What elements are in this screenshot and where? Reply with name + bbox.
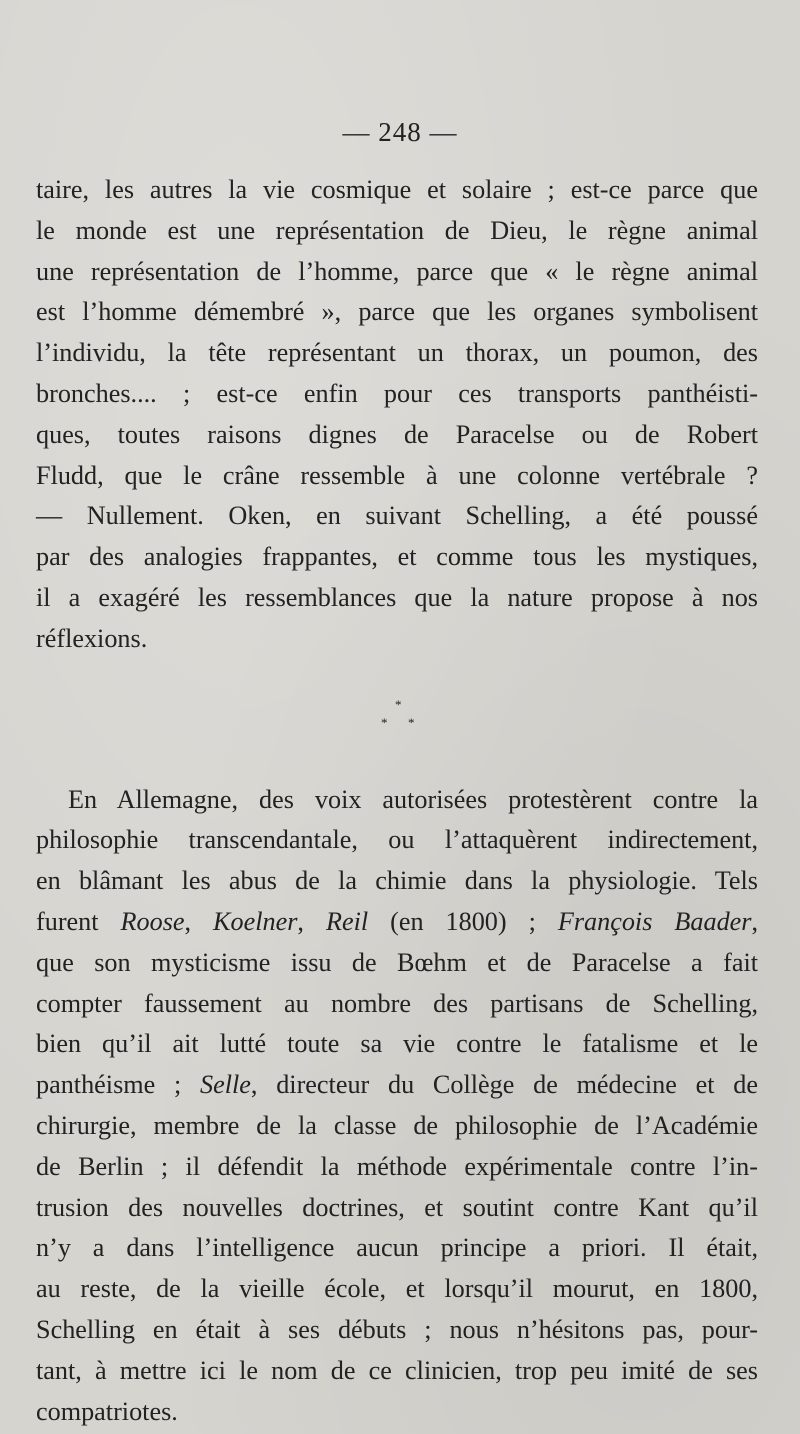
text-line: tant, à mettre ici le nom de ce clinicien, trop peu imité de ses: [36, 1355, 758, 1385]
text-line: chirurgie, membre de la classe de philosophie de l’Académie: [36, 1110, 758, 1140]
name-francois-baader: François Baader: [557, 906, 752, 936]
text-line: trusion des nouvelles doctrines, et soutint contre Kant qu’il: [36, 1192, 758, 1222]
paragraph-oken: [36, 170, 758, 660]
text-line: Fludd, que le crâne ressemble à une colonne vertébrale ?: [36, 460, 758, 490]
text-line: il a exagéré les ressemblances que la nature propose à nos: [36, 582, 758, 612]
text-line: compatriotes.: [36, 1396, 178, 1426]
text-line: philosophie transcendantale, ou l’attaquèrent indirectement,: [36, 825, 758, 855]
text-line: que son mysticisme issu de Bœhm et de Paracelse a fait: [36, 947, 758, 977]
text-line: furent Roose, Koelner, Reil (en 1800) ; François Baader,: [36, 906, 759, 936]
text-line: au reste, de la vieille école, et lorsqu’il mourut, en 1800,: [36, 1274, 758, 1304]
text-line: par des analogies frappantes, et comme tous les mystiques,: [36, 542, 758, 572]
paragraph-allemagne: [36, 780, 758, 1433]
text-line: ques, toutes raisons dignes de Paracelse ou de Robert: [36, 419, 758, 449]
page-number: — 248 —: [342, 117, 458, 147]
text-line: réflexions.: [36, 623, 148, 653]
name-koelner: Koelner: [213, 906, 298, 936]
text-line: panthéisme ; Selle, directeur du Collège de médecine et de: [36, 1070, 758, 1100]
separator-star: *: [408, 714, 415, 730]
name-reil: Reil: [325, 906, 369, 936]
text-line: en blâmant les abus de la chimie dans la physiologie. Tels: [36, 866, 758, 896]
text-line: le monde est une représentation de Dieu, le règne animal: [36, 215, 758, 245]
text-line: — Nullement. Oken, en suivant Schelling, a été poussé: [36, 501, 758, 531]
text-line: est l’homme démembré », parce que les organes symbolisent: [36, 297, 758, 327]
text-line: l’individu, la tête représentant un thorax, un poumon, des: [36, 338, 758, 368]
text-line: bien qu’il ait lutté toute sa vie contre le fatalisme et le: [36, 1029, 758, 1059]
text-line: bronches.... ; est-ce enfin pour ces transports panthéisti-: [36, 378, 758, 408]
name-selle: Selle: [200, 1070, 251, 1100]
text-line: une représentation de l’homme, parce que « le règne animal: [36, 256, 758, 286]
text-line: taire, les autres la vie cosmique et solaire ; est-ce parce que: [36, 175, 758, 204]
text-line: Schelling en était à ses débuts ; nous n’hésitons pas, pour-: [36, 1314, 758, 1344]
text-line: En Allemagne, des voix autorisées protestèrent contre la: [68, 784, 758, 814]
section-separator: [36, 660, 758, 780]
separator-star: *: [381, 714, 388, 730]
name-roose: Roose: [120, 906, 185, 936]
text-line: n’y a dans l’intelligence aucun principe a priori. Il était,: [36, 1233, 758, 1263]
separator-star: *: [395, 696, 402, 712]
text-line: de Berlin ; il défendit la méthode expérimentale contre l’in-: [36, 1151, 758, 1181]
text-line: compter faussement au nombre des partisans de Schelling,: [36, 988, 758, 1018]
